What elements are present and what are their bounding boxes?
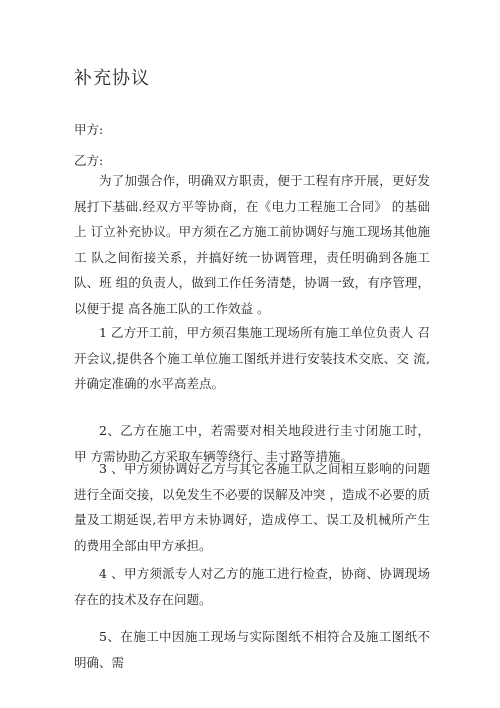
party-a-label: 甲方: [74,122,104,137]
paragraph-clause-1: 1 乙方开工前，甲方须召集施工现场所有施工单位负责人 召开会议,提供各个施工单位施工图纸并进行安装技术交底、交 流,并确定准确的水平高差点。 [74,325,430,391]
party-b-label: 乙方: [74,153,104,168]
paragraph-clause-4: 4 、甲方须派专人对乙方的施工进行检查，协商、协调现场 存在的技术及存在问题。 [74,566,430,607]
paragraph-clause-5: 5、在施工中因施工现场与实际图纸不相符合及施工图纸不 明确、需 [74,629,430,670]
paragraph-clause-2: 2、乙方在施工中，若需要对相关地段进行圭寸闭施工时，甲 方需协助乙方采取车辆等绕行、圭寸路等措施。 [74,423,430,464]
document-title: 补充协议 [74,68,150,89]
paragraph-clause-3: 3 、甲方须协调好乙方与其它各施工队之间相互影响的问题 进行全面交接，以免发生不必要的误解及冲突 ，造成不必要的质 量及工期延误,若甲方未协调好，造成停工、误工及机械所产生 的费用全部由甲方承担。 [74,461,430,553]
paragraph-intro: 为了加强合作，明确双方职责，便于工程有序开展，更好发 展打下基础.经双方平等协商，在《电力工程施工合同》 的基础上 订立补充协议。甲方须在乙方施工前协调好与施工现场其他施工 队之间衔接关系，并搞好统一协调管理，责任明确到各施工队、班 组的负责人，做到工作任务清楚，协调一致，有序管理，以便于提 高各施工队的工作效益 。 [74,173,430,316]
